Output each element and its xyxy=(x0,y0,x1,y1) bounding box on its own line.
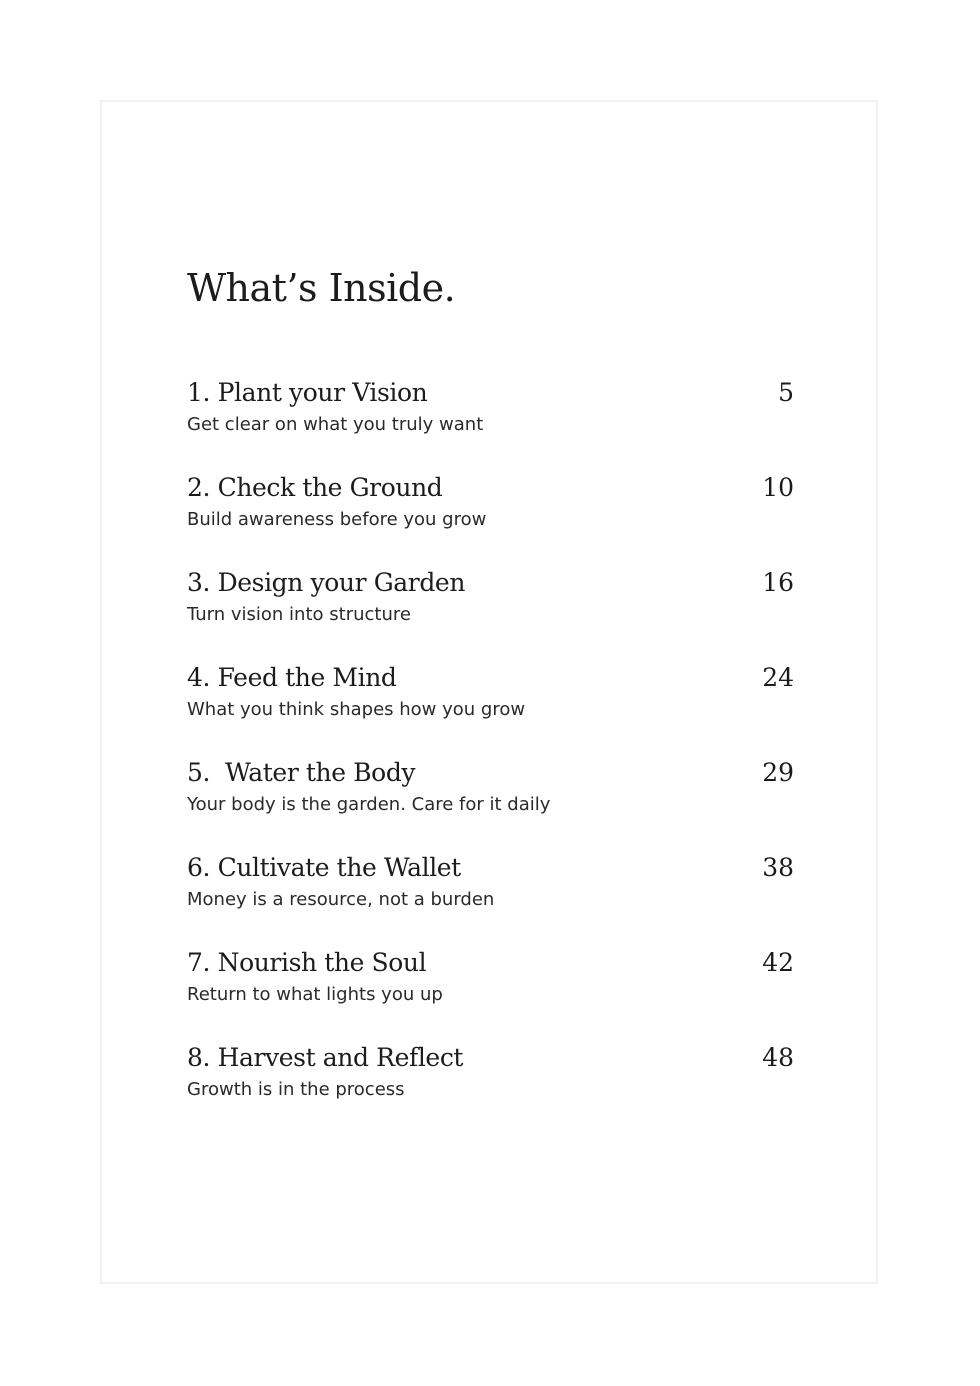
entry-subtitle: Turn vision into structure xyxy=(187,604,411,625)
entry-page-number: 38 xyxy=(762,853,794,882)
entry-title: 8. Harvest and Reflect xyxy=(187,1043,464,1072)
toc-entry-6[interactable] xyxy=(187,851,794,946)
entry-page-number: 16 xyxy=(762,568,794,597)
entry-title: 4. Feed the Mind xyxy=(187,663,397,692)
entry-subtitle: Your body is the garden. Care for it daily xyxy=(187,794,551,815)
toc-entry-1[interactable] xyxy=(187,376,794,471)
toc-entry-7[interactable] xyxy=(187,946,794,1041)
entry-page-number: 10 xyxy=(762,473,794,502)
toc-entry-8[interactable] xyxy=(187,1041,794,1136)
entry-page-number: 5 xyxy=(778,378,794,407)
entry-subtitle: Money is a resource, not a burden xyxy=(187,889,495,910)
entry-page-number: 29 xyxy=(762,758,794,787)
entry-subtitle: Build awareness before you grow xyxy=(187,509,487,530)
toc-entry-4[interactable] xyxy=(187,661,794,756)
toc-entry-3[interactable] xyxy=(187,566,794,661)
entry-page-number: 24 xyxy=(762,663,794,692)
entry-title: 2. Check the Ground xyxy=(187,473,443,502)
toc-entry-2[interactable] xyxy=(187,471,794,566)
entry-subtitle: Get clear on what you truly want xyxy=(187,414,484,435)
entry-title: 5. Water the Body xyxy=(187,758,416,787)
page-title: What’s Inside. xyxy=(187,266,456,310)
entry-title: 1. Plant your Vision xyxy=(187,378,428,407)
entry-page-number: 42 xyxy=(762,948,794,977)
entry-page-number: 48 xyxy=(762,1043,794,1072)
entry-subtitle: What you think shapes how you grow xyxy=(187,699,526,720)
entry-title: 7. Nourish the Soul xyxy=(187,948,427,977)
entry-subtitle: Growth is in the process xyxy=(187,1079,405,1100)
toc-entry-5[interactable] xyxy=(187,756,794,851)
entry-title: 3. Design your Garden xyxy=(187,568,466,597)
table-of-contents xyxy=(187,376,794,1136)
entry-subtitle: Return to what lights you up xyxy=(187,984,443,1005)
entry-title: 6. Cultivate the Wallet xyxy=(187,853,461,882)
